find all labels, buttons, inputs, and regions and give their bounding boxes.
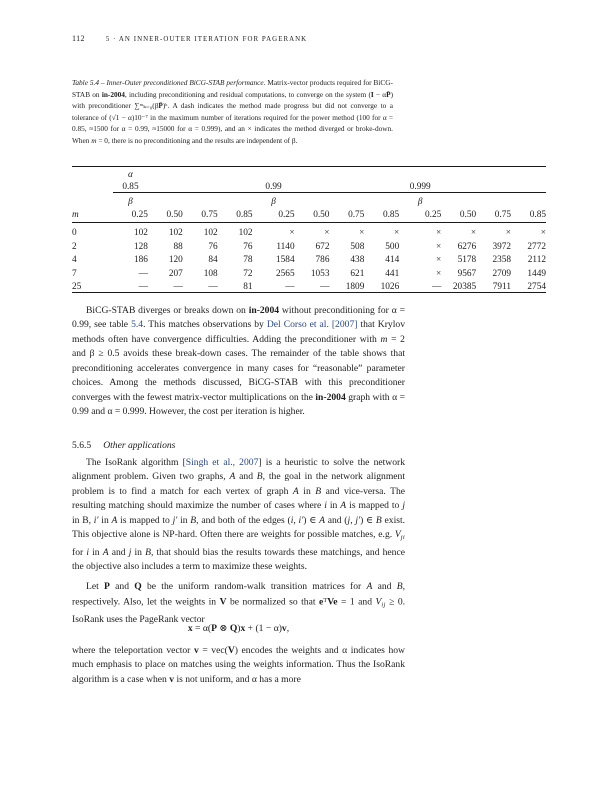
- table-cell: —: [431, 281, 442, 292]
- table-cell: —: [285, 281, 295, 292]
- table-cell: 2754: [527, 281, 546, 292]
- citation-link-del-corso[interactable]: Del Corso et al. [2007]: [266, 319, 358, 331]
- text-segment: is mapped to: [117, 514, 173, 526]
- table-cell: 20385: [452, 281, 477, 292]
- text-segment: in-2004: [101, 89, 125, 99]
- table-cell: 441: [385, 268, 400, 279]
- text-segment: A: [319, 514, 325, 526]
- paragraph-bicgstab-discussion: [72, 304, 405, 420]
- text-segment: in: [89, 546, 103, 558]
- table-cell: 108: [203, 268, 218, 279]
- text-segment: in B,: [72, 514, 94, 526]
- text-segment: and (: [324, 514, 348, 526]
- text-segment: P̄: [158, 101, 163, 111]
- text-segment: , respectively. Also, let the weights in: [72, 581, 406, 609]
- table-cell: 2358: [492, 255, 512, 266]
- text-segment: and: [108, 546, 129, 558]
- text-segment: A: [111, 514, 118, 526]
- table-cell: 5178: [457, 255, 477, 266]
- text-segment: P: [211, 623, 217, 634]
- table-cell: 2709: [492, 268, 512, 279]
- beta-value-header: 0.85: [364, 207, 399, 223]
- text-segment: Let: [86, 581, 105, 592]
- text-segment: ) encodes the weights and α indicates how much emphasis to place on matches using the weights information. Thus the IsoRank algorithm is a case when: [72, 645, 405, 685]
- text-segment: x: [240, 623, 246, 634]
- beta-value-header: 0.50: [148, 207, 183, 223]
- table-body: [72, 223, 546, 293]
- table-cell: 9567: [457, 268, 477, 279]
- text-segment: A: [366, 581, 373, 592]
- text-segment: , including preconditioning and residual computations, to converge on the system (: [124, 89, 371, 99]
- alpha-label-row: [72, 167, 546, 181]
- table-cell: 72: [243, 268, 253, 279]
- text-segment: . This matches observations by: [143, 319, 267, 331]
- text-segment: Table 5.4 – Inner-Outer preconditioned BiCG-STAB performance.: [72, 78, 266, 87]
- table-cell: ×: [359, 228, 365, 239]
- text-segment: ⊗: [216, 623, 230, 634]
- text-segment: in: [326, 500, 341, 512]
- table-cell: ×: [540, 228, 546, 239]
- table-cell: 128: [133, 241, 148, 252]
- text-segment: without preconditioning for α = 0.99, see table: [72, 305, 405, 331]
- alpha-value: 0.999: [399, 180, 441, 193]
- text-segment: A: [340, 500, 347, 512]
- text-segment: i: [324, 500, 327, 512]
- text-segment: I: [370, 89, 374, 99]
- text-segment: m: [91, 135, 97, 145]
- text-segment: x: [187, 623, 193, 634]
- text-segment: T: [323, 597, 328, 605]
- alpha-value: 0.99: [253, 180, 295, 193]
- table-cell: 102: [133, 228, 148, 239]
- text-segment: that Krylov methods often have convergence difficulties. Adding the preconditioner with: [72, 319, 405, 345]
- text-segment: = 0, there is no preconditioning and the results are independent of β.: [96, 135, 298, 145]
- row-label-m: 2: [72, 241, 77, 252]
- page-number: 112: [72, 34, 85, 43]
- text-segment: i: [290, 514, 294, 526]
- alpha-value: 0.85: [113, 180, 148, 193]
- text-segment: B: [145, 546, 151, 558]
- text-segment: V: [375, 597, 382, 609]
- paragraph-transition-matrices: [72, 580, 405, 628]
- table-ref-link[interactable]: 5.4: [131, 319, 144, 331]
- table-cell: 1026: [380, 281, 400, 292]
- text-segment: i′: [93, 514, 99, 526]
- beta-value-header: 0.85: [511, 207, 546, 223]
- table-cell: 1449: [527, 268, 546, 279]
- table-cell: 102: [238, 228, 253, 239]
- table-cell: ×: [436, 255, 442, 266]
- table-cell: 438: [350, 255, 365, 266]
- table-cell: ×: [505, 228, 512, 239]
- text-segment: j: [402, 500, 405, 512]
- section-number: 5.6.5: [72, 440, 92, 451]
- text-segment: A: [292, 485, 299, 497]
- text-segment: B: [396, 581, 403, 592]
- table-cell: 102: [168, 228, 183, 239]
- text-segment: The IsoRank algorithm [: [86, 457, 186, 468]
- text-segment: = 2 and β ≥ 0.5 avoids these break-down cases. The remainder of the table shows that preconditioning accelerates convergence in many cases for “reasonable” parameter choices. Among the methods discussed, BiCG-STAB with this preconditioner converges with the fewest matrix-vector multiplications on the: [72, 333, 405, 403]
- beta-label: β: [128, 197, 133, 207]
- text-segment: v: [193, 645, 199, 656]
- text-segment: A: [102, 546, 109, 558]
- row-label-m: 7: [72, 268, 77, 279]
- table-cell: 84: [208, 255, 218, 266]
- text-segment: is not uniform, and α has a more: [174, 673, 301, 685]
- text-segment: for: [72, 546, 87, 558]
- table-cell: 207: [168, 268, 183, 279]
- text-segment: i′: [298, 514, 304, 526]
- text-segment: ) ∈: [303, 514, 320, 526]
- text-segment: j′: [172, 514, 178, 526]
- table-cell: 7911: [492, 281, 512, 292]
- beta-label: β: [417, 197, 423, 207]
- table-cell: —: [138, 268, 148, 279]
- text-segment: )ᵏ. A dash indicates the method made progress but did not converge to a tolerance of (√1 − α)10⁻⁷ in the maximum number of iterations required for the power method (100 for α = 0.85, ≈1500 for α = 0.99, ≈15000 for α = 0.999), and an × indicates the method diverged or broke-down. When: [72, 101, 393, 145]
- row-label-m: 25: [72, 281, 82, 292]
- beta-label: β: [271, 197, 276, 207]
- table-cell: 1053: [310, 268, 330, 279]
- text-segment: Ve: [327, 597, 338, 609]
- citation-link-singh[interactable]: Singh et al., 2007: [185, 457, 259, 468]
- text-segment: V: [227, 645, 235, 656]
- text-segment: ,: [293, 514, 299, 526]
- text-segment: = 1 and: [337, 597, 376, 609]
- text-segment: V: [219, 597, 227, 609]
- table-cell: ×: [436, 228, 442, 239]
- table-cell: 500: [385, 241, 400, 252]
- section-heading: [72, 440, 175, 451]
- beta-value-header: 0.50: [295, 207, 330, 223]
- text-segment: j: [347, 514, 351, 526]
- paragraph-teleportation-vector: [72, 644, 405, 687]
- text-segment: where the teleportation vector: [72, 645, 194, 656]
- table-cell: —: [173, 281, 183, 292]
- text-segment: ji: [400, 534, 405, 542]
- text-segment: Q: [134, 581, 142, 592]
- text-segment: − α: [373, 89, 387, 99]
- text-segment: in-2004: [248, 305, 280, 316]
- table-cell: ×: [436, 268, 442, 279]
- table-cell: 76: [208, 241, 218, 252]
- text-segment: m: [380, 333, 388, 345]
- table-row: [72, 238, 546, 251]
- text-segment: j: [128, 546, 132, 558]
- table-row: [72, 279, 546, 293]
- table-cell: 6276: [457, 241, 477, 252]
- page-header: [72, 34, 540, 43]
- table-cell: 120: [168, 255, 183, 266]
- table-cell: ×: [436, 241, 442, 252]
- text-segment: and: [109, 581, 135, 592]
- table-cell: —: [320, 281, 330, 292]
- text-segment: i: [86, 546, 89, 558]
- table-cell: 508: [350, 241, 365, 252]
- text-segment: , the goal in the network alignment problem is to find a match for each vertex of graph: [72, 471, 406, 497]
- table-cell: 186: [133, 255, 148, 266]
- beta-value-header: 0.50: [441, 207, 476, 223]
- table-cell: 1809: [345, 281, 365, 292]
- beta-value-header: 0.75: [329, 207, 364, 223]
- text-segment: and: [235, 471, 257, 483]
- text-segment: in-2004: [315, 391, 346, 403]
- text-segment: graph with α = 0.99 and α = 0.999. However, the cost per iteration is higher.: [72, 391, 405, 418]
- row-label-m: 4: [72, 255, 77, 266]
- text-segment: ] is a heuristic to solve the network alignment problem. Given two graphs,: [72, 457, 406, 483]
- table-cell: —: [208, 281, 218, 292]
- table-cell: 2772: [527, 241, 546, 252]
- text-segment: and vice-versa. The resulting matching should maximize the number of cases where: [72, 485, 405, 512]
- table-cell: 78: [243, 255, 253, 266]
- text-segment: be the uniform random-walk transition matrices for: [141, 581, 367, 592]
- text-segment: = α(: [192, 623, 212, 634]
- table-cell: 1140: [276, 241, 295, 252]
- table-cell: 2112: [527, 255, 546, 266]
- beta-value-header: 0.85: [218, 207, 253, 223]
- text-segment: ,: [350, 514, 356, 526]
- text-segment: Q: [229, 623, 238, 634]
- text-segment: is mapped to: [346, 500, 403, 512]
- beta-label-row: [72, 193, 546, 208]
- text-segment: B: [375, 514, 382, 526]
- table-cell: 786: [315, 255, 330, 266]
- table-cell: 76: [243, 241, 253, 252]
- text-segment: ,: [286, 623, 290, 634]
- table-cell: 3972: [492, 241, 512, 252]
- text-segment: ) ∈: [360, 514, 376, 526]
- text-segment: exist. This objective alone is NP-hard. Often there are weights for possible matches, e.g.: [72, 514, 406, 541]
- table-cell: 88: [173, 241, 183, 252]
- text-segment: e: [318, 597, 324, 609]
- table-caption: [72, 77, 393, 146]
- text-segment: P̄: [386, 89, 391, 99]
- text-segment: be normalized so that: [226, 597, 319, 609]
- text-segment: A: [229, 471, 236, 483]
- text-segment: in: [298, 485, 316, 497]
- table-cell: 672: [315, 241, 330, 252]
- table-cell: 1584: [276, 255, 295, 266]
- pagerank-equation: [72, 623, 405, 634]
- table-cell: 81: [243, 281, 253, 292]
- text-segment: , and both of the edges (: [196, 514, 291, 526]
- beta-value-header: 0.25: [113, 207, 148, 223]
- text-segment: ij: [381, 601, 386, 609]
- beta-value-header: 0.25: [399, 207, 441, 223]
- text-segment: P: [104, 581, 110, 592]
- text-segment: in: [131, 546, 146, 558]
- column-header-row: [72, 207, 546, 223]
- text-segment: B: [256, 471, 263, 483]
- m-column-header: m: [72, 207, 113, 223]
- beta-value-header: 0.25: [253, 207, 295, 223]
- chapter-title: 5 · AN INNER-OUTER ITERATION FOR PAGERANK: [105, 36, 308, 43]
- table-cell: ×: [289, 228, 295, 239]
- beta-value-header: 0.75: [476, 207, 511, 223]
- paragraph-isorank-intro: [72, 456, 405, 574]
- performance-table: [72, 166, 546, 293]
- text-segment: in: [177, 514, 191, 526]
- table-cell: 2565: [276, 268, 295, 279]
- text-segment: in: [98, 514, 112, 526]
- alpha-values-row: [72, 180, 546, 193]
- text-segment: V: [394, 529, 401, 541]
- text-segment: ): [237, 623, 241, 634]
- alpha-label: α: [128, 170, 133, 180]
- table-cell: ×: [393, 228, 400, 239]
- text-segment: = vec(: [198, 645, 228, 656]
- text-segment: BiCG-STAB diverges or breaks down on: [86, 305, 249, 316]
- text-segment: B: [315, 485, 322, 497]
- text-segment: j′: [355, 514, 361, 526]
- table-row: [72, 223, 546, 239]
- text-segment: v: [281, 623, 287, 634]
- row-label-m: 0: [72, 228, 77, 239]
- table-cell: ×: [470, 228, 477, 239]
- text-segment: v: [169, 673, 175, 685]
- text-segment: B: [190, 514, 197, 526]
- table-row: [72, 265, 546, 278]
- text-segment: , that should bias the results towards these matchings, and hence the objective also includes a term to maximize these weights.: [72, 546, 405, 572]
- table-cell: ×: [324, 228, 330, 239]
- beta-value-header: 0.75: [183, 207, 218, 223]
- table-cell: —: [138, 281, 148, 292]
- table-cell: 414: [385, 255, 400, 266]
- table-cell: 102: [203, 228, 218, 239]
- text-segment: ) with preconditioner ∑ᵐₖ₌₀(β: [72, 89, 393, 111]
- text-segment: and: [372, 581, 397, 592]
- table-cell: 621: [350, 268, 365, 279]
- section-title: Other applications: [103, 440, 176, 451]
- text-segment: ≥ 0. IsoRank uses the PageRank vector: [72, 597, 406, 626]
- text-segment: + (1 − α): [245, 623, 282, 634]
- text-segment: Matrix-vector products required for BiCG-STAB on: [72, 78, 393, 99]
- table-row: [72, 252, 546, 265]
